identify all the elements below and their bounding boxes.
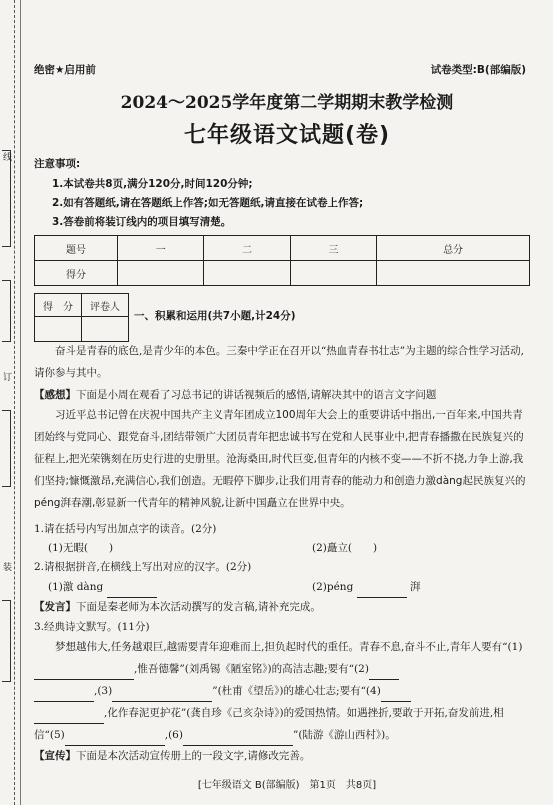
poem-text: ”(陆游《游山西村》)。 [292, 729, 396, 741]
answer-blank[interactable] [112, 687, 212, 702]
table-cell: 一 [118, 236, 204, 261]
answer-blank[interactable] [34, 687, 94, 702]
notice-item: 2.如有答题纸,请在答题纸上作答;如无答题纸,请直接在试卷上作答; [52, 197, 364, 209]
question-1: 1.请在括号内写出加点字的读音。(2分) [34, 523, 217, 535]
score-cell[interactable] [377, 261, 530, 286]
exam-year-title: 2024～2025学年度第二学期期末教学检测 [120, 93, 454, 113]
score-cell[interactable] [290, 261, 376, 286]
poem-text: ,化作春泥更护花”(龚自珍《己亥杂诗》)的爱国热情。如遇挫折,要敢于开拓,奋发前进,相信“(5) [34, 707, 504, 741]
poem-text: ”(杜甫《望岳》)的雄心壮志;要有“(4) [212, 685, 381, 697]
table-cell: 总分 [377, 236, 530, 261]
poem-line [34, 636, 528, 680]
binding-dashed-line [14, 0, 15, 805]
notice-item: 3.答卷前将装订线内的项目填写清楚。 [52, 216, 232, 228]
binding-field-box [2, 600, 11, 682]
poem-text: ,(6) [164, 729, 183, 741]
question-1b[interactable]: (2)矗立( ) [312, 542, 378, 554]
question-2a-prompt: (1)激 dàng [48, 581, 104, 593]
poem-line [34, 680, 528, 702]
binding-field-box [2, 410, 11, 487]
question-1a[interactable]: (1)无暇( ) [48, 542, 114, 554]
binding-label: 装 [3, 563, 13, 573]
table-row [35, 236, 530, 261]
score-cell[interactable] [118, 261, 204, 286]
ganwu-text: 下面是小周在观看了习总书记的讲话视频后的感悟,请解决其中的语言文字问题 [76, 389, 437, 401]
binding-margin [0, 0, 26, 805]
table-cell: 二 [204, 236, 290, 261]
poem-line [34, 702, 528, 746]
answer-blank[interactable] [183, 731, 293, 746]
score-table [34, 235, 530, 286]
answer-blank[interactable] [34, 709, 104, 724]
notice-heading: 注意事项: [34, 158, 81, 170]
table-cell: 三 [290, 236, 376, 261]
poem-text: ,(3) [94, 685, 113, 697]
binding-label: 订 [3, 373, 13, 383]
grader-score-cell[interactable] [35, 317, 82, 342]
grader-score-label: 得 分 [35, 294, 82, 317]
xuanchuan-tag: 【宣传】 [34, 750, 76, 762]
secret-label: 绝密★启用前 [34, 64, 96, 76]
reading-passage: 习近平总书记曾在庆祝中国共产主义青年团成立100周年大会上的重要讲话中指出,一百年来,中国共青团始终与党同心、跟党奋斗,团结带领广大团员青年把忠诚书写在党和人民事业中,把青春播撒在民族复兴的征程上,把光荣镌刻在历史行进的史册里。沧海桑田,时代巨变,但青年的内核不变——不折不挠,力争上游,我们坚持;慷慨激昂,充满信心,我们创造。无暇停下脚步,让我们用青春的能动力和创造力激dàng起民族复兴的péng湃春潮,彰显新一代青年的精神风貌,让新中国矗立在世界中央。 [34, 409, 526, 509]
question-2a [48, 576, 157, 598]
binding-solid-line [20, 0, 21, 805]
section-intro: 奋斗是青春的底色,是青少年的本色。三秦中学正在召开以“热血青春书壮志”为主题的综合性学习活动,请你参与其中。 [34, 345, 524, 379]
question-2b-prompt: (2)péng [312, 581, 354, 593]
table-cell: 得分 [35, 261, 118, 286]
notice-item: 1.本试卷共8页,满分120分,时间120分钟; [52, 178, 253, 190]
fayan-tag: 【发言】 [34, 601, 76, 613]
paper-type: 试卷类型:B(部编版) [430, 64, 526, 76]
page-footer: [七年级语文 B(部编版) 第1页 共8页] [197, 780, 377, 791]
answer-blank[interactable] [34, 665, 134, 680]
xuanchuan-line [34, 745, 528, 767]
answer-blank[interactable] [381, 687, 411, 702]
grader-name-cell[interactable] [82, 317, 129, 342]
fayan-text: 下面是秦老师为本次活动撰写的发言稿,请补充完成。 [76, 601, 321, 613]
question-2b [312, 576, 420, 598]
xuanchuan-text: 下面是本次活动宣传册上的一段文字,请修改完善。 [76, 750, 311, 762]
exam-main-title: 七年级语文试题(卷) [183, 123, 391, 148]
ganwu-line [34, 384, 528, 406]
answer-blank[interactable] [65, 731, 165, 746]
poem-fill-paragraph [34, 636, 528, 746]
section-title: 一、积累和运用(共7小题,计24分) [134, 310, 296, 322]
ganwu-tag: 【感想】 [34, 389, 76, 401]
question-2b-tail: 湃 [409, 581, 421, 593]
grader-name-label: 评卷人 [82, 294, 129, 317]
fayan-line [34, 596, 528, 618]
poem-text: ,惟吾德馨”(刘禹锡《陋室铭》)的高洁志趣;要有“(2) [134, 663, 369, 675]
binding-field-box [2, 280, 11, 342]
poem-text: 梦想越伟大,任务越艰巨,越需要青年迎难而上,担负起时代的重任。青春不息,奋斗不止,青年人要有“(1) [55, 641, 523, 653]
score-cell[interactable] [204, 261, 290, 286]
binding-label: 线 [3, 153, 13, 163]
answer-blank[interactable] [369, 665, 399, 680]
grader-box [34, 293, 129, 342]
table-row [35, 261, 530, 286]
binding-field-box [2, 150, 11, 247]
question-3: 3.经典诗文默写。(11分) [34, 621, 150, 633]
table-cell: 题号 [35, 236, 118, 261]
question-2: 2.请根据拼音,在横线上写出对应的汉字。(2分) [34, 561, 252, 573]
